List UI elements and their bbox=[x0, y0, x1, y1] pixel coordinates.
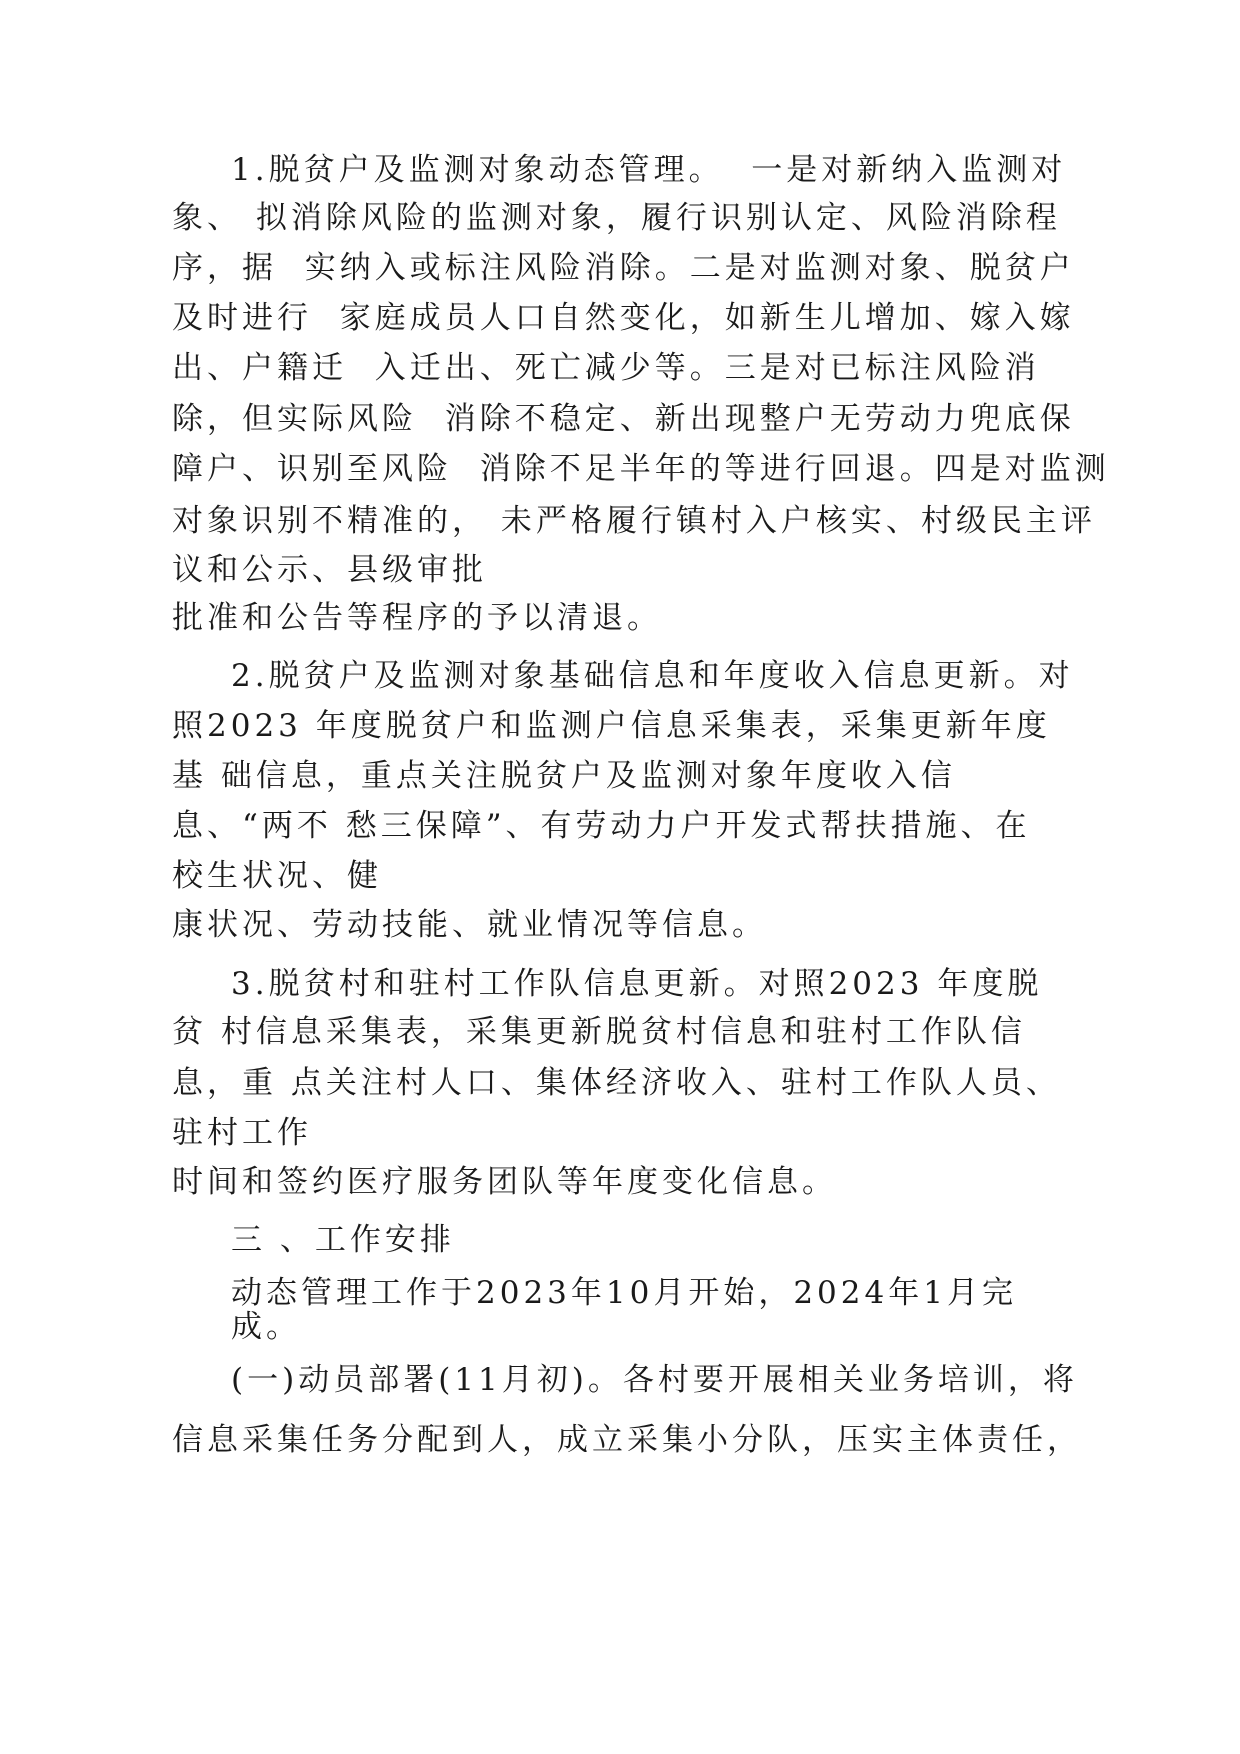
text-line: 序，据 实纳入或标注风险消除。二是对监测对象、脱贫户 bbox=[172, 250, 1075, 286]
text-line: 息、“两不 愁三保障”、有劳动力户开发式帮扶措施、在 bbox=[172, 808, 1031, 844]
text-line: 驻村工作 bbox=[172, 1115, 312, 1151]
section-heading: 三 、工作安排 bbox=[231, 1222, 455, 1258]
text-line: 动态管理工作于2023年10月开始，2024年1月完 bbox=[231, 1275, 1017, 1311]
text-line: 基 础信息，重点关注脱贫户及监测对象年度收入信 bbox=[172, 758, 956, 794]
text-line: 障户、识别至风险 消除不足半年的等进行回退。四是对监测 bbox=[172, 451, 1110, 487]
text-line: 3.脱贫村和驻村工作队信息更新。对照2023 年度脱 bbox=[231, 966, 1043, 1002]
text-line: 1.脱贫户及监测对象动态管理。 一是对新纳入监测对 bbox=[231, 152, 1067, 188]
text-line: 康状况、劳动技能、就业情况等信息。 bbox=[172, 907, 767, 943]
text-line: 议和公示、县级审批 bbox=[172, 552, 487, 588]
text-line: (一)动员部署(11月初)。各村要开展相关业务培训，将 bbox=[231, 1362, 1078, 1398]
text-line: 校生状况、健 bbox=[172, 858, 382, 894]
text-line: 及时进行 家庭成员人口自然变化，如新生儿增加、嫁入嫁 bbox=[172, 300, 1075, 336]
text-line: 贫 村信息采集表，采集更新脱贫村信息和驻村工作队信 bbox=[172, 1014, 1026, 1050]
text-line: 时间和签约医疗服务团队等年度变化信息。 bbox=[172, 1164, 837, 1200]
text-line: 出、户籍迁 入迁出、死亡减少等。三是对已标注风险消 bbox=[172, 350, 1040, 386]
text-line: 批准和公告等程序的予以清退。 bbox=[172, 600, 662, 636]
text-line: 2.脱贫户及监测对象基础信息和年度收入信息更新。对 bbox=[231, 658, 1074, 694]
text-line: 照2023 年度脱贫户和监测户信息采集表，采集更新年度 bbox=[172, 708, 1051, 744]
text-line: 象、 拟消除风险的监测对象，履行识别认定、风险消除程 bbox=[172, 200, 1061, 236]
text-line: 成。 bbox=[231, 1309, 301, 1345]
text-line: 息，重 点关注村人口、集体经济收入、驻村工作队人员、 bbox=[172, 1065, 1061, 1101]
text-line: 信息采集任务分配到人，成立采集小分队，压实主体责任， bbox=[172, 1422, 1082, 1458]
text-line: 对象识别不精准的， 未严格履行镇村入户核实、村级民主评 bbox=[172, 503, 1096, 539]
text-line: 除，但实际风险 消除不稳定、新出现整户无劳动力兜底保 bbox=[172, 401, 1075, 437]
